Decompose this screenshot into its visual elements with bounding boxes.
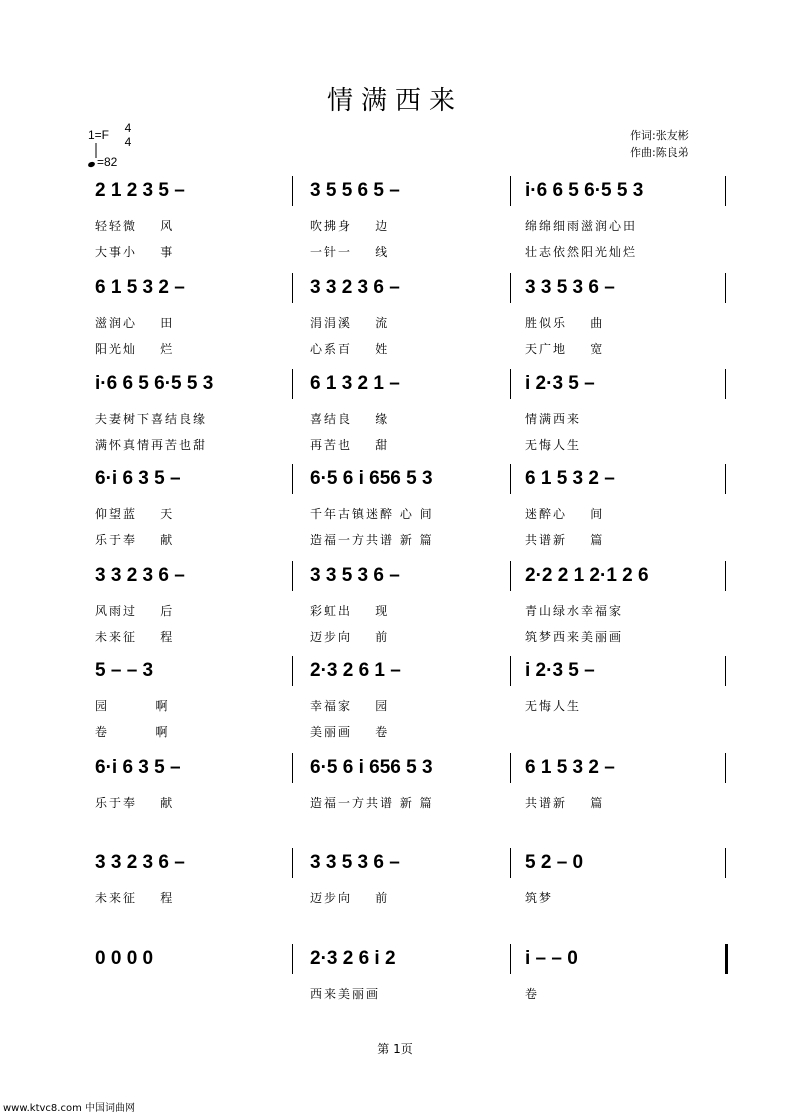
- bar-line: [725, 561, 726, 591]
- footer-watermark: www.ktvc8.com 中国词曲网: [3, 1103, 136, 1114]
- lyric-line: 心系百 姓: [310, 342, 390, 356]
- lyric-line: 夫妻树下喜结良缘: [95, 412, 208, 426]
- measure-notes: 3 3 2 3 6 –: [95, 565, 185, 586]
- bar-line: [510, 464, 511, 494]
- lyricist: 作词:张友彬: [630, 129, 689, 142]
- lyric-line: 吹拂身 边: [310, 219, 390, 233]
- measure-notes: 6·i 6 3 5 –: [95, 468, 181, 489]
- bar-line: [725, 273, 726, 303]
- lyric-line: 无悔人生: [525, 699, 582, 713]
- lyric-line: 再苦也 甜: [310, 438, 390, 452]
- measure-notes: i – – 0: [525, 948, 578, 969]
- lyric-line: 情满西来: [525, 412, 582, 426]
- measure-notes: 3 3 5 3 6 –: [310, 565, 400, 586]
- lyric-line: 卷: [525, 987, 540, 1001]
- lyric-line: 造福一方共谱 新 篇: [310, 796, 434, 810]
- lyric-line: 滋润心 田: [95, 316, 175, 330]
- lyric-line: 筑梦: [525, 891, 554, 905]
- bar-line: [725, 464, 726, 494]
- measure-notes: 3 3 5 3 6 –: [525, 277, 615, 298]
- composer: 作曲:陈良弟: [630, 146, 689, 159]
- lyric-line: 乐于奉 献: [95, 796, 175, 810]
- lyric-line: 造福一方共谱 新 篇: [310, 533, 434, 547]
- lyric-line: 风雨过 后: [95, 604, 175, 618]
- lyric-line: 青山绿水幸福家: [525, 604, 624, 618]
- bar-line: [292, 273, 293, 303]
- lyric-line: 迈步向 前: [310, 891, 390, 905]
- lyric-line: 乐于奉 献: [95, 533, 175, 547]
- measure-notes: 6 1 3 2 1 –: [310, 373, 400, 394]
- lyric-line: 大事小 事: [95, 245, 175, 259]
- measure-notes: 5 2 – 0: [525, 852, 584, 873]
- bar-line: [292, 848, 293, 878]
- bar-line: [292, 561, 293, 591]
- measure-notes: 6·i 6 3 5 –: [95, 757, 181, 778]
- lyric-line: 仰望蓝 天: [95, 507, 175, 521]
- measure-notes: 5 – – 3: [95, 660, 154, 681]
- measure-notes: 2·2 2 1 2·1 2 6: [525, 565, 649, 586]
- measure-notes: 6 1 5 3 2 –: [525, 757, 615, 778]
- lyric-line: 天广地 宽: [525, 342, 605, 356]
- bar-line: [292, 656, 293, 686]
- bar-line: [292, 176, 293, 206]
- tempo-marking: [88, 155, 117, 169]
- measure-notes: i 2·3 5 –: [525, 660, 595, 681]
- measure-notes: 2 1 2 3 5 –: [95, 180, 185, 201]
- bar-line: [292, 369, 293, 399]
- time-signature: [122, 121, 134, 149]
- lyric-line: 一针一 线: [310, 245, 390, 259]
- measure-notes: 6·5 6 i 656 5 3: [310, 468, 433, 489]
- bar-line: [510, 369, 511, 399]
- lyric-line: 胜似乐 曲: [525, 316, 605, 330]
- measure-notes: 3 3 5 3 6 –: [310, 852, 400, 873]
- time-signature-bottom: 4: [124, 135, 132, 149]
- key-signature: 1=F: [88, 128, 110, 142]
- bar-line: [725, 944, 728, 974]
- measure-notes: 6 1 5 3 2 –: [525, 468, 615, 489]
- lyric-line: 园 啊: [95, 699, 170, 713]
- bar-line: [510, 753, 511, 783]
- lyric-line: 无悔人生: [525, 438, 582, 452]
- measure-notes: 3 3 2 3 6 –: [95, 852, 185, 873]
- bar-line: [725, 369, 726, 399]
- measure-notes: i·6 6 5 6·5 5 3: [95, 373, 214, 394]
- note-stem-icon: [94, 143, 97, 159]
- lyric-line: 西来美丽画: [310, 987, 381, 1001]
- lyric-line: 迈步向 前: [310, 630, 390, 644]
- bar-line: [510, 944, 511, 974]
- lyric-line: 轻轻微 风: [95, 219, 175, 233]
- lyric-line: 共谱新 篇: [525, 533, 605, 547]
- lyric-line: 未来征 程: [95, 891, 175, 905]
- measure-notes: 6·5 6 i 656 5 3: [310, 757, 433, 778]
- lyric-line: 卷 啊: [95, 725, 170, 739]
- bar-line: [510, 176, 511, 206]
- time-signature-top: 4: [124, 121, 132, 135]
- lyric-line: 未来征 程: [95, 630, 175, 644]
- lyric-line: 共谱新 篇: [525, 796, 605, 810]
- bar-line: [725, 848, 726, 878]
- lyric-line: 筑梦西来美丽画: [525, 630, 624, 644]
- lyric-line: 阳光灿 烂: [95, 342, 175, 356]
- lyric-line: 幸福家 园: [310, 699, 390, 713]
- song-title: 情满西来: [326, 86, 463, 116]
- measure-notes: 2·3 2 6 1 –: [310, 660, 401, 681]
- lyric-line: 美丽画 卷: [310, 725, 390, 739]
- measure-notes: 3 5 5 6 5 –: [310, 180, 400, 201]
- bar-line: [510, 656, 511, 686]
- bar-line: [292, 944, 293, 974]
- lyric-line: 壮志依然阳光灿烂: [525, 245, 638, 259]
- bar-line: [725, 656, 726, 686]
- lyric-line: 彩虹出 现: [310, 604, 390, 618]
- quarter-note-icon: [87, 161, 95, 168]
- page-number: 第 1页: [377, 1042, 413, 1056]
- measure-notes: 0 0 0 0: [95, 948, 154, 969]
- bar-line: [725, 176, 726, 206]
- tempo-value: =82: [97, 155, 118, 169]
- bar-line: [510, 273, 511, 303]
- bar-line: [510, 561, 511, 591]
- lyric-line: 满怀真情再苦也甜: [95, 438, 208, 452]
- bar-line: [292, 753, 293, 783]
- measure-notes: 3 3 2 3 6 –: [310, 277, 400, 298]
- measure-notes: 2·3 2 6 i 2: [310, 948, 396, 969]
- bar-line: [292, 464, 293, 494]
- lyric-line: 喜结良 缘: [310, 412, 390, 426]
- credits: [630, 127, 689, 161]
- bar-line: [510, 848, 511, 878]
- lyric-line: 涓涓溪 流: [310, 316, 390, 330]
- measure-notes: i 2·3 5 –: [525, 373, 595, 394]
- lyric-line: 千年古镇迷醉 心 间: [310, 507, 434, 521]
- measure-notes: 6 1 5 3 2 –: [95, 277, 185, 298]
- lyric-line: 绵绵细雨滋润心田: [525, 219, 638, 233]
- lyric-line: 迷醉心 间: [525, 507, 605, 521]
- measure-notes: i·6 6 5 6·5 5 3: [525, 180, 644, 201]
- bar-line: [725, 753, 726, 783]
